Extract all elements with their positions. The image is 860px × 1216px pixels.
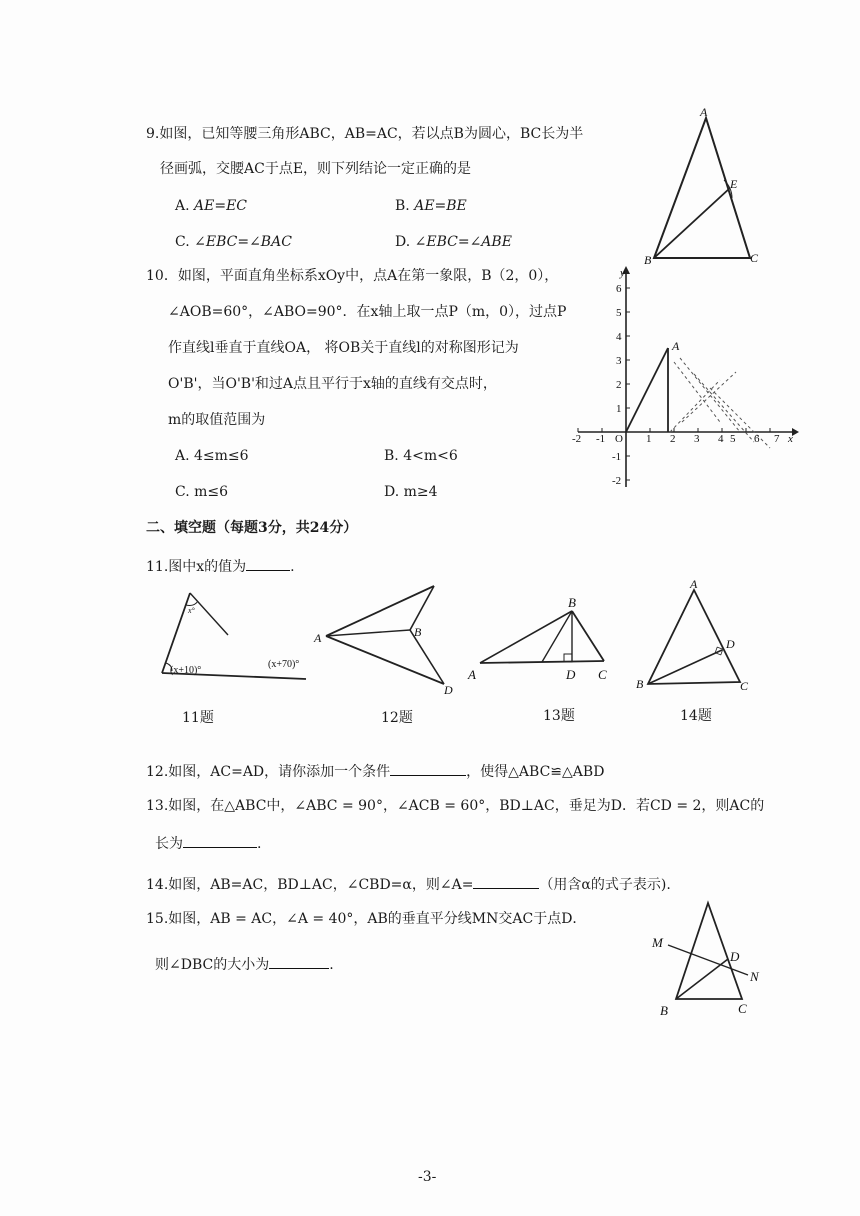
q15-line1: 15.如图，AB = AC，∠A = 40°，AB的垂直平分线MN交AC于点D． bbox=[146, 911, 587, 927]
q10-option-c: C. m≤6 bbox=[175, 484, 229, 500]
page-number: -3- bbox=[418, 1169, 437, 1185]
caption-14: 14题 bbox=[680, 708, 712, 724]
svg-text:A: A bbox=[468, 667, 476, 682]
svg-text:B: B bbox=[636, 677, 644, 691]
svg-text:O: O bbox=[615, 433, 623, 445]
q9-stem-line1: 9.如图，已知等腰三角形ABC，AB=AC，若以点B为圆心，BC长为半 bbox=[146, 126, 584, 142]
svg-text:4: 4 bbox=[718, 433, 724, 445]
caption-12: 12题 bbox=[381, 710, 413, 726]
svg-text:A: A bbox=[314, 631, 322, 645]
svg-text:-1: -1 bbox=[596, 433, 606, 445]
svg-text:N: N bbox=[750, 969, 759, 984]
q9-label-b: B bbox=[644, 253, 652, 267]
q10-coordinate-figure bbox=[570, 262, 800, 492]
svg-text:1: 1 bbox=[646, 433, 652, 445]
q11-stem: 11.图中x的值为 . bbox=[146, 556, 295, 576]
fig14 bbox=[632, 578, 762, 693]
q9-option-b: B. AE=BE bbox=[395, 198, 467, 214]
svg-text:(x+70)°: (x+70)° bbox=[268, 659, 300, 670]
svg-text:4: 4 bbox=[616, 331, 622, 343]
svg-text:A: A bbox=[690, 577, 698, 591]
svg-text:(x+10)°: (x+10)° bbox=[170, 665, 202, 676]
svg-text:3: 3 bbox=[694, 433, 700, 445]
fig12 bbox=[312, 580, 462, 695]
svg-text:2: 2 bbox=[616, 379, 622, 391]
q12-stem: 12.如图，AC=AD，请你添加一个条件 ，使得△ABC≌△ABD bbox=[146, 761, 604, 781]
q9-figure bbox=[640, 100, 770, 270]
svg-text:6: 6 bbox=[754, 433, 760, 445]
q15-figure bbox=[646, 895, 766, 1020]
svg-text:D: D bbox=[726, 637, 735, 651]
q13-line1: 13.如图，在△ABC中，∠ABC = 90°，∠ACB = 60°，BD⊥AC，垂足为D．若CD = 2，则AC的 bbox=[146, 798, 765, 814]
svg-text:y: y bbox=[620, 267, 625, 279]
q14-answer-blank[interactable] bbox=[473, 874, 539, 889]
q9-label-e: E bbox=[730, 177, 738, 191]
svg-text:C: C bbox=[738, 1001, 747, 1016]
svg-text:2: 2 bbox=[670, 433, 676, 445]
svg-text:C: C bbox=[740, 679, 749, 693]
svg-text:7: 7 bbox=[774, 433, 780, 445]
svg-text:-1: -1 bbox=[612, 451, 622, 463]
q10-option-b: B. 4<m<6 bbox=[384, 448, 458, 464]
svg-text:x°: x° bbox=[188, 606, 195, 615]
svg-text:x: x bbox=[788, 433, 793, 445]
svg-text:D: D bbox=[730, 949, 740, 964]
q9-option-c: C. ∠EBC=∠BAC bbox=[175, 234, 292, 250]
svg-text:B: B bbox=[660, 1003, 668, 1018]
q9-label-c: C bbox=[750, 251, 759, 265]
q15-line2: 则∠DBC的大小为 . bbox=[155, 954, 334, 974]
caption-13: 13题 bbox=[543, 708, 575, 724]
fig13 bbox=[468, 595, 618, 690]
svg-text:D: D bbox=[444, 683, 453, 697]
svg-text:D: D bbox=[566, 667, 576, 682]
q10-stem-line1: 10．如图，平面直角坐标系xOy中，点A在第一象限，B（2，0）， bbox=[146, 268, 559, 284]
q10-stem-line2: ∠AOB=60°，∠ABO=90°．在x轴上取一点P（m，0），过点P bbox=[168, 304, 567, 320]
q12-answer-blank[interactable] bbox=[390, 761, 466, 776]
q9-option-d: D. ∠EBC=∠ABE bbox=[395, 234, 512, 250]
q10-stem-line3: 作直线l垂直于直线OA， 将OB关于直线l的对称图形记为 bbox=[168, 340, 519, 356]
q14-stem: 14.如图，AB=AC，BD⊥AC，∠CBD=α，则∠A= （用含α的式子表示). bbox=[146, 874, 671, 894]
q13-line2: 长为 . bbox=[155, 833, 261, 853]
svg-text:6: 6 bbox=[616, 283, 622, 295]
q9-stem-line2: 径画弧，交腰AC于点E，则下列结论一定正确的是 bbox=[160, 161, 472, 177]
q10-point-a-label: A bbox=[672, 339, 680, 353]
svg-text:-2: -2 bbox=[612, 475, 622, 487]
svg-text:B: B bbox=[414, 625, 422, 639]
svg-text:3: 3 bbox=[616, 355, 622, 367]
q9-label-a: A bbox=[700, 105, 708, 119]
q10-stem-line5: m的取值范围为 bbox=[168, 412, 266, 428]
svg-text:-2: -2 bbox=[572, 433, 582, 445]
section2-heading: 二、填空题（每题3分，共24分） bbox=[146, 520, 358, 536]
svg-text:C: C bbox=[598, 667, 607, 682]
q10-option-d: D. m≥4 bbox=[384, 484, 438, 500]
q9-option-a: A. AE=EC bbox=[175, 198, 248, 214]
q15-answer-blank[interactable] bbox=[269, 954, 329, 969]
svg-text:M: M bbox=[652, 935, 663, 950]
svg-text:1: 1 bbox=[616, 403, 622, 415]
q10-option-a: A. 4≤m≤6 bbox=[175, 448, 249, 464]
svg-text:5: 5 bbox=[616, 307, 622, 319]
svg-text:B: B bbox=[568, 595, 576, 610]
svg-text:5: 5 bbox=[730, 433, 736, 445]
caption-11: 11题 bbox=[182, 710, 214, 726]
q13-answer-blank[interactable] bbox=[183, 833, 257, 848]
q11-answer-blank[interactable] bbox=[246, 556, 290, 571]
fig11 bbox=[150, 585, 310, 690]
q10-stem-line4: O'B'，当O'B'和过A点且平行于x轴的直线有交点时， bbox=[168, 376, 497, 392]
